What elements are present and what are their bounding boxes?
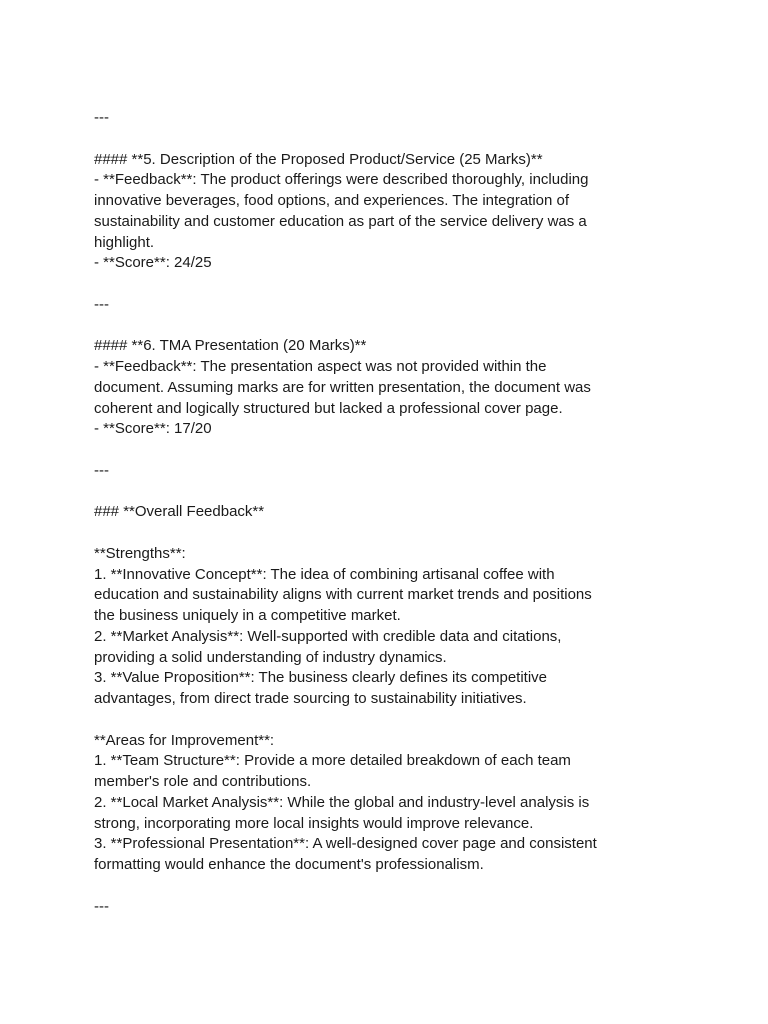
section-5-feedback-line-3: sustainability and customer education as part of the service delivery was a xyxy=(94,212,587,230)
strength-3-line-1: 3. **Value Proposition**: The business clearly defines its competitive xyxy=(94,669,548,687)
improvement-3-line-2: formatting would enhance the document's professionalism. xyxy=(94,856,484,873)
strengths-heading: **Strengths**: xyxy=(94,544,186,562)
section-6-heading: #### **6. TMA Presentation (20 Marks)** xyxy=(94,337,367,355)
improvement-1-line-1: 1. **Team Structure**: Provide a more detailed breakdown of each team xyxy=(94,752,571,770)
strength-3-line-2: advantages, from direct trade sourcing to sustainability initiatives. xyxy=(94,690,527,707)
improvement-1-line-2: member's role and contributions. xyxy=(94,773,312,790)
strength-1-line-2: education and sustainability aligns with current market trends and positions xyxy=(94,586,592,604)
divider-2: --- xyxy=(94,295,109,313)
doc-line-9 xyxy=(94,274,708,295)
divider-3: --- xyxy=(94,461,109,479)
doc-line-2 xyxy=(94,129,708,150)
doc-line-19 xyxy=(94,482,708,503)
improvement-2-line-2: strong, incorporating more local insights would improve relevance. xyxy=(94,814,534,832)
section-5-score: - **Score**: 24/25 xyxy=(94,254,212,272)
doc-line-17 xyxy=(94,440,708,461)
strength-1-line-3: the business uniquely in a competitive market. xyxy=(94,607,401,624)
section-5-feedback-line-4: highlight. xyxy=(94,233,155,251)
improvement-heading: **Areas for Improvement**: xyxy=(94,731,275,749)
doc-line-11 xyxy=(94,316,708,337)
divider-4: --- xyxy=(94,897,109,915)
section-5-feedback-line-2: innovative beverages, food options, and experiences. The integration of xyxy=(94,192,570,209)
section-6-feedback-line-1: - **Feedback**: The presentation aspect was not provided within the xyxy=(94,358,547,375)
doc-line-38 xyxy=(94,876,708,897)
section-5-heading: #### **5. Description of the Proposed Product/Service (25 Marks)** xyxy=(94,150,543,168)
strength-2-line-2: providing a solid understanding of industry dynamics. xyxy=(94,648,447,666)
strength-2-line-1: 2. **Market Analysis**: Well-supported with credible data and citations, xyxy=(94,627,562,645)
section-5-feedback-line-1: - **Feedback**: The product offerings were described thoroughly, including xyxy=(94,171,589,189)
doc-line-21 xyxy=(94,523,708,544)
improvement-3-line-1: 3. **Professional Presentation**: A well-designed cover page and consistent xyxy=(94,835,597,853)
strength-1-line-1: 1. **Innovative Concept**: The idea of combining artisanal coffee with xyxy=(94,565,555,583)
doc-line-30 xyxy=(94,710,708,731)
section-6-feedback-line-3: coherent and logically structured but lacked a professional cover page. xyxy=(94,399,563,417)
improvement-2-line-1: 2. **Local Market Analysis**: While the global and industry-level analysis is xyxy=(94,793,590,811)
section-6-score: - **Score**: 17/20 xyxy=(94,420,212,438)
section-6-feedback-line-2: document. Assuming marks are for written presentation, the document was xyxy=(94,378,591,396)
overall-feedback-heading: ### **Overall Feedback** xyxy=(94,503,265,521)
doc-line-1: --- xyxy=(94,109,109,126)
